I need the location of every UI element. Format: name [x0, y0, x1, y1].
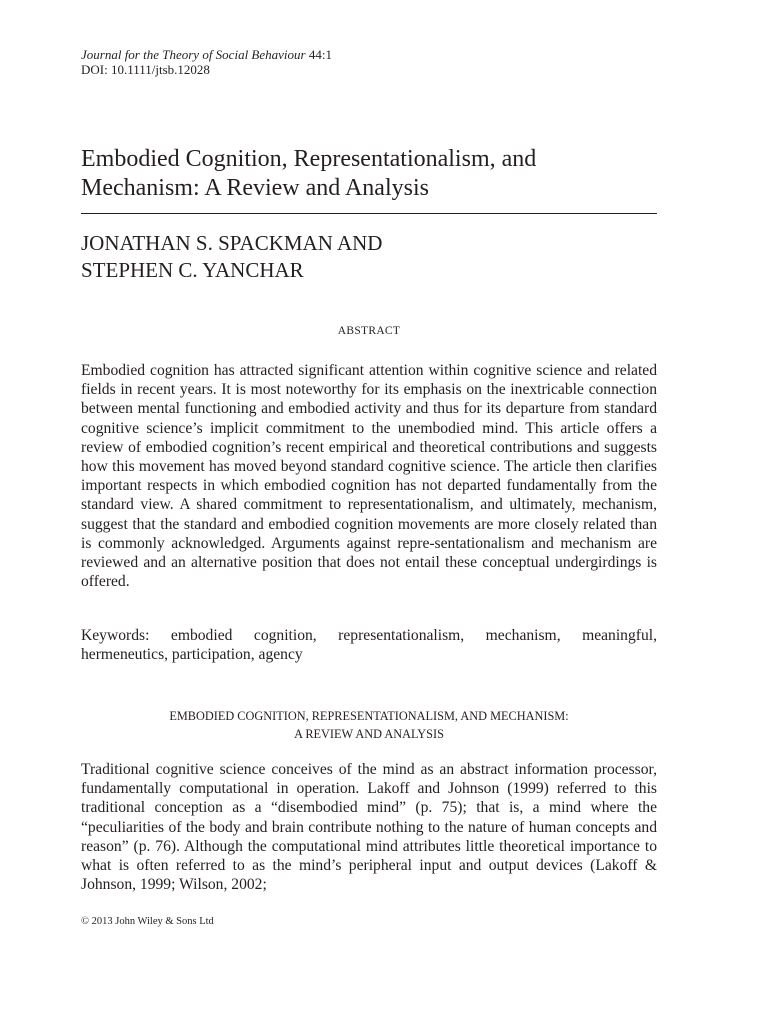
author-line-1: JONATHAN S. SPACKMAN AND	[81, 231, 383, 255]
abstract-body: Embodied cognition has attracted significant attention within cognitive science and related fields in recent years. It is most noteworthy for its emphasis on the inextricable connection between mental functioning and embodied activity and thus for its departure from standard cognitive science’s implicit commitment to the unembodied mind. This article offers a review of embodied cognition’s recent empirical and theoretical contributions and suggests how this movement has moved beyond standard cognitive science. The article then clarifies important respects in which embodied cognition has not departed fundamentally from the standard view. A shared commitment to representationalism, and ultimately, mechanism, suggest that the standard and embodied cognition movements are more closely related than is commonly acknowledged. Arguments against repre-sentationalism and mechanism are reviewed and an alternative position that does not entail these conceptual undergirdings is offered.	[81, 362, 657, 591]
article-title	[81, 145, 681, 203]
title-line-2: Mechanism: A Review and Analysis	[81, 175, 429, 201]
abstract-heading: ABSTRACT	[337, 325, 401, 337]
section-heading-line-1: EMBODIED COGNITION, REPRESENTATIONALISM, AND MECHANISM:	[169, 709, 569, 723]
copyright-footer: © 2013 John Wiley & Sons Ltd	[81, 916, 214, 927]
journal-header	[81, 47, 332, 77]
journal-volume: 44:1	[308, 47, 332, 62]
keywords: Keywords: embodied cognition, representationalism, mechanism, meaningful, hermeneutics, participation, agency	[81, 627, 657, 664]
body-paragraph: Traditional cognitive science conceives of the mind as an abstract information processor, fundamentally computational in operation. Lakoff and Johnson (1999) referred to this traditional conception as a “disembodied mind” (p. 75); that is, a mind where the “peculiarities of the body and brain contribute nothing to the nature of human concepts and reason” (p. 76). Although the computational mind attributes little theoretical importance to what is often referred to as the mind’s peripheral input and output devices (Lakoff & Johnson, 1999; Wilson, 2002;	[81, 761, 657, 894]
section-heading-line-2: A REVIEW AND ANALYSIS	[294, 727, 444, 741]
title-divider	[81, 213, 657, 214]
author-line-2: STEPHEN C. YANCHAR	[81, 258, 304, 282]
section-heading	[81, 707, 657, 743]
doi: DOI: 10.1111/jtsb.12028	[81, 62, 210, 77]
authors	[81, 230, 681, 284]
journal-citation	[81, 47, 332, 62]
journal-name: Journal for the Theory of Social Behaviour	[81, 47, 306, 62]
title-line-1: Embodied Cognition, Representationalism, and	[81, 146, 537, 172]
